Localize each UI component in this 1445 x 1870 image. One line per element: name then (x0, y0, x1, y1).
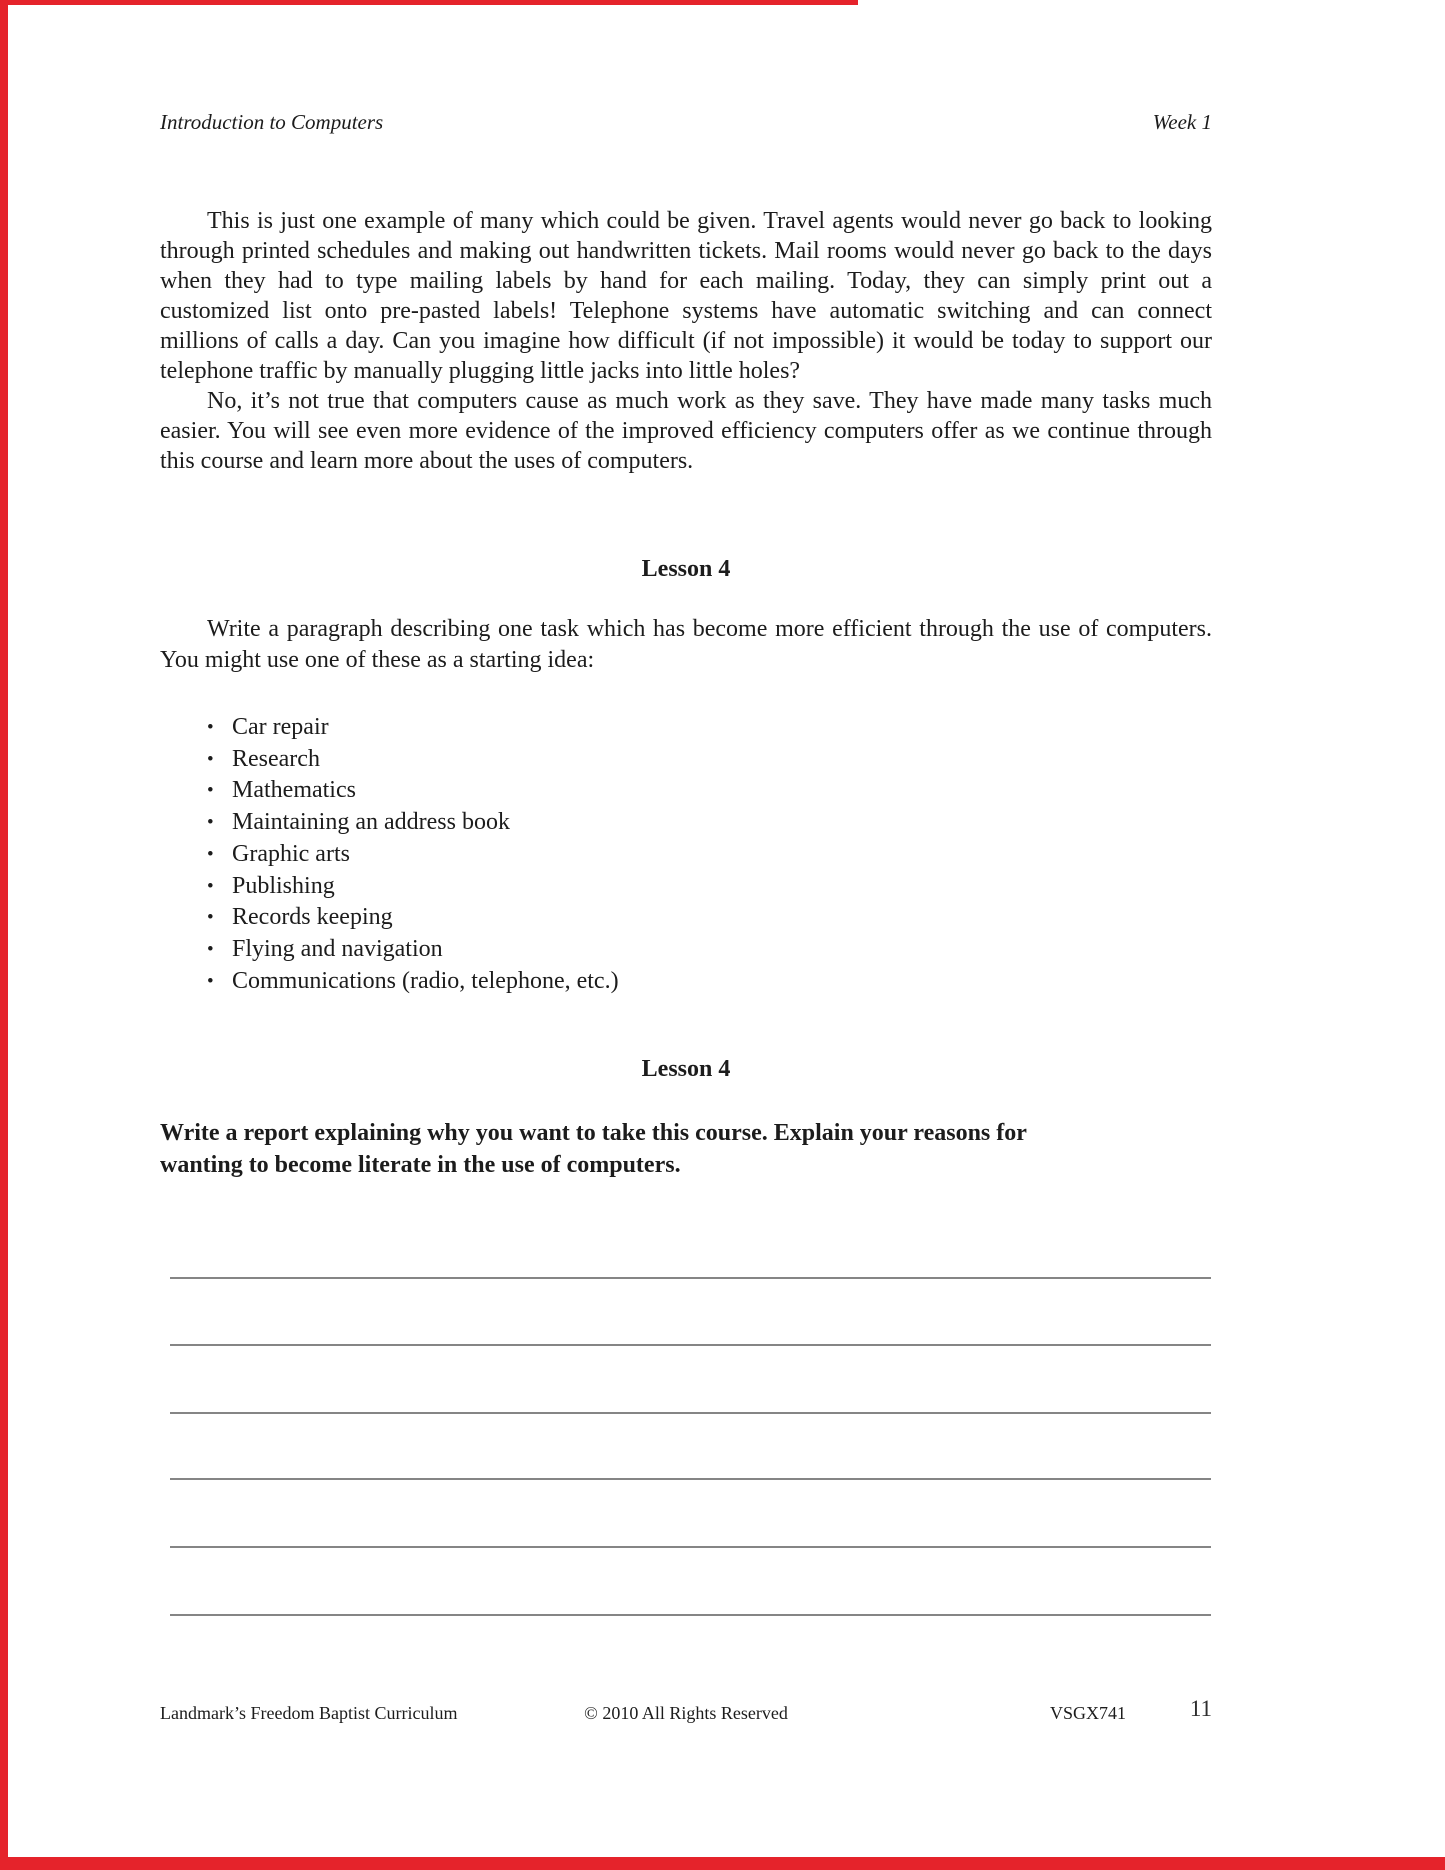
lesson-intro-text: Write a paragraph describing one task which has become more efficient through the use of computers. You might use one of these as a starting idea: (160, 616, 1212, 673)
list-item: • Car repair (207, 712, 619, 744)
lesson-4-writing-intro (160, 614, 1212, 676)
footer-publisher: Landmark’s Freedom Baptist Curriculum (160, 1703, 458, 1723)
header-course-title: Introduction to Computers (160, 110, 384, 134)
scan-edge-left (0, 0, 8, 1870)
footer-product-code: VSGX741 (1050, 1703, 1127, 1723)
lesson-4-writing-title: Lesson 4 (641, 556, 731, 582)
writing-line (170, 1344, 1211, 1346)
report-prompt-line: Write a report explaining why you want to take this course. Explain your reasons for (160, 1120, 1027, 1146)
lesson-4-report-title: Lesson 4 (641, 1056, 731, 1082)
list-item: • Communications (radio, telephone, etc.) (207, 966, 619, 998)
list-item: • Flying and navigation (207, 934, 619, 966)
list-item: • Maintaining an address book (207, 807, 619, 839)
scan-edge-top (0, 0, 858, 5)
paragraph-examples: This is just one example of many which could be given. Travel agents would never go back to looking through printed schedules and making out handwritten tickets. Mail rooms would never go back to the days when they had to type mailing labels by hand for each mailing. Today, they can simply print out a customized list onto pre-pasted labels! Telephone systems have automatic switching and can connect millions of calls a day. Can you imagine how difficult (if not impossible) it would be today to support our telephone traffic by manually plugging little jacks into little holes? (160, 208, 1212, 384)
body-text (160, 206, 1212, 476)
writing-line (170, 1478, 1211, 1480)
page-header (160, 110, 1212, 135)
writing-line (170, 1614, 1211, 1616)
paragraph-conclusion: No, it’s not true that computers cause as much work as they save. They have made many tasks much easier. You will see even more evidence of the improved efficiency computers offer as we continue through this course and learn more about the uses of computers. (160, 388, 1212, 474)
starting-ideas-list (207, 712, 619, 997)
footer-copyright: © 2010 All Rights Reserved (584, 1703, 788, 1723)
header-week-label: Week 1 (1152, 110, 1212, 134)
page-number: 11 (1189, 1696, 1212, 1721)
list-item: • Graphic arts (207, 839, 619, 871)
list-item: • Records keeping (207, 902, 619, 934)
list-item: • Mathematics (207, 775, 619, 807)
report-prompt-line: wanting to become literate in the use of computers. (160, 1152, 681, 1178)
scan-edge-bottom (0, 1857, 1445, 1870)
list-item: • Research (207, 744, 619, 776)
writing-line (170, 1412, 1211, 1414)
report-prompt (160, 1117, 1230, 1181)
writing-line (170, 1277, 1211, 1279)
list-item: • Publishing (207, 871, 619, 903)
writing-line (170, 1546, 1211, 1548)
